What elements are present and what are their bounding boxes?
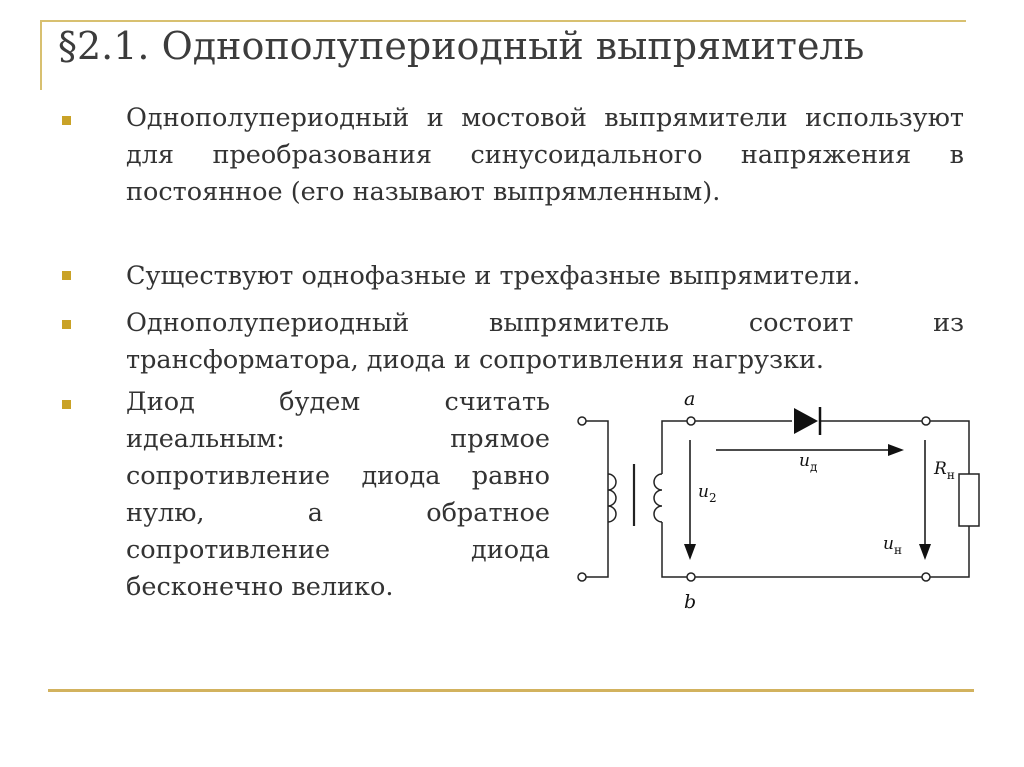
- rectifier-circuit-diagram: [570, 380, 990, 620]
- un-label: $u_н$: [883, 534, 902, 557]
- bottom-rule: [48, 689, 974, 692]
- left-frame-line: [40, 20, 42, 90]
- terminal-icon: [922, 573, 930, 581]
- secondary-coil-icon: [654, 474, 662, 522]
- rn-label: $R_н$: [934, 459, 955, 482]
- u2-label: $u_2$: [698, 482, 717, 505]
- ud-label: $u_д$: [799, 451, 818, 474]
- bullet-text-1: Однополупериодный и мостовой выпрямители используют для преобразования синусоидального напряжения в постоянное (его называют выпрямленным).: [126, 103, 964, 207]
- load-resistor: [959, 474, 979, 526]
- terminal-b-label: b: [684, 591, 697, 613]
- bullet-text-4: Диод будем считать идеальным: прямое сопротивление диода равно нулю, а обратное сопротивление диода бесконечно велико.: [126, 387, 550, 602]
- terminal-a-label: a: [684, 388, 696, 410]
- terminal-b-icon: [687, 573, 695, 581]
- bullet-marker-4: [62, 400, 71, 409]
- terminal-icon: [578, 417, 586, 425]
- bullet-text-2: Существуют однофазные и трехфазные выпрямители.: [126, 261, 861, 291]
- secondary-wire-top: [662, 421, 687, 474]
- load-wire-bottom: [930, 526, 969, 577]
- slide-title: §2.1. Однополупериодный выпрямитель: [58, 24, 865, 68]
- bullet-marker-1: [62, 116, 71, 125]
- diode-icon: [794, 407, 820, 435]
- terminal-icon: [922, 417, 930, 425]
- primary-wire: [582, 421, 608, 577]
- terminal-icon: [578, 573, 586, 581]
- terminal-a-icon: [687, 417, 695, 425]
- secondary-wire-bottom: [662, 522, 687, 577]
- bullet-marker-2: [62, 271, 71, 280]
- bullet-text-3: Однополупериодный выпрямитель состоит из трансформатора, диода и сопротивления нагрузки.: [126, 308, 964, 375]
- bullet-marker-3: [62, 320, 71, 329]
- top-frame-line: [42, 20, 966, 22]
- primary-coil-icon: [608, 474, 616, 522]
